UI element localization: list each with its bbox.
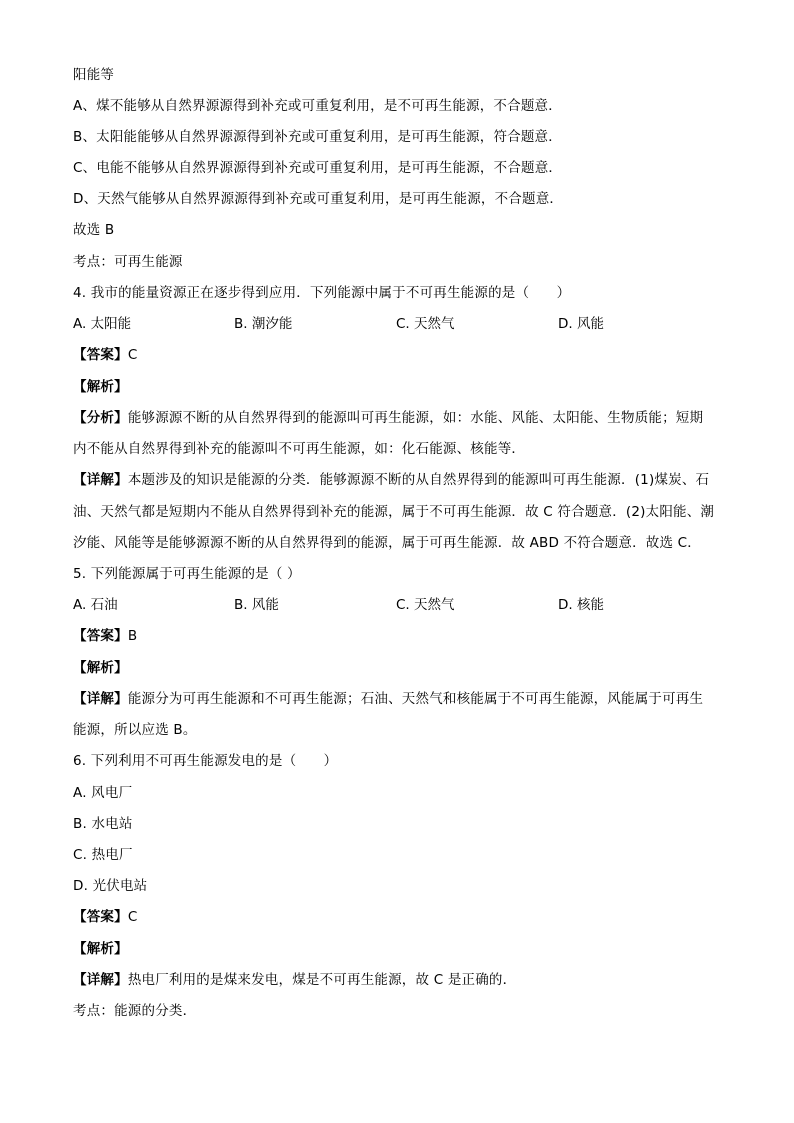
jiexi-line — [73, 940, 128, 958]
answer-value: C — [127, 909, 138, 925]
text-line: 油、天然气都是短期内不能从自然界得到补充的能源，属于不可再生能源．故 C 符合题意．(2)太阳能、潮 — [73, 504, 715, 520]
answer-label: 【答案】 — [73, 909, 128, 925]
text-line: 能源，所以应选 B。 — [73, 722, 197, 738]
answer-line — [73, 346, 137, 364]
xiangjie-label: 【详解】 — [73, 972, 128, 988]
option-a: A. 风电厂 — [73, 785, 133, 801]
answer-label: 【答案】 — [73, 347, 128, 363]
text-line: A、煤不能够从自然界源源得到补充或可重复利用，是不可再生能源，不合题意． — [73, 98, 562, 114]
answer-label: 【答案】 — [73, 628, 128, 644]
text-line: 汐能、风能等是能够源源不断的从自然界得到的能源，属于可再生能源．故 ABD 不符合题意．故选 C． — [73, 535, 701, 551]
text-line: 内不能从自然界得到补充的能源叫不可再生能源，如：化石能源、核能等． — [73, 441, 526, 457]
jiexi-line — [73, 378, 128, 396]
answer-line — [73, 627, 137, 645]
text-line: 考点：可再生能源 — [73, 254, 183, 270]
option-b: B. 风能 — [234, 597, 279, 613]
question-5-stem: 5. 下列能源属于可再生能源的是（ ） — [73, 566, 301, 582]
answer-value: C — [127, 347, 138, 363]
text-line: C、电能不能够从自然界源源得到补充或可重复利用，是可再生能源，不合题意． — [73, 160, 563, 176]
option-c: C. 天然气 — [396, 316, 455, 332]
option-c: C. 天然气 — [396, 597, 455, 613]
jiexi-line — [73, 659, 128, 677]
text-line: 阳能等 — [73, 67, 115, 83]
xiangjie-label: 【详解】 — [73, 691, 128, 707]
analysis-text: 能够源源不断的从自然界得到的能源叫可再生能源，如：水能、风能、太阳能、生物质能；短期 — [127, 410, 704, 426]
answer-value: B — [127, 628, 138, 644]
option-b: B. 水电站 — [73, 816, 133, 832]
option-c: C. 热电厂 — [73, 847, 133, 863]
jiexi-label: 【解析】 — [73, 379, 128, 395]
detail-line — [73, 471, 709, 489]
detail-line — [73, 690, 703, 708]
detail-text: 本题涉及的知识是能源的分类．能够源源不断的从自然界得到的能源叫可再生能源．(1)煤炭、石 — [127, 472, 710, 488]
text-line: D、天然气能够从自然界源源得到补充或可重复利用，是可再生能源，不合题意． — [73, 191, 564, 207]
text-line: B、太阳能能够从自然界源源得到补充或可重复利用，是可再生能源，符合题意． — [73, 129, 562, 145]
answer-line — [73, 908, 137, 926]
question-4-stem: 4. 我市的能量资源正在逐步得到应用．下列能源中属于不可再生能源的是（ ） — [73, 285, 571, 301]
detail-text: 热电厂利用的是煤来发电，煤是不可再生能源，故 C 是正确的． — [127, 972, 517, 988]
analysis-line — [73, 409, 703, 427]
option-a: A. 太阳能 — [73, 316, 132, 332]
text-line: 考点：能源的分类． — [73, 1003, 197, 1019]
fenxi-label: 【分析】 — [73, 410, 128, 426]
option-d: D. 光伏电站 — [73, 878, 148, 894]
jiexi-label: 【解析】 — [73, 941, 128, 957]
jiexi-label: 【解析】 — [73, 660, 128, 676]
option-d: D. 风能 — [558, 316, 604, 332]
detail-text: 能源分为可再生能源和不可再生能源；石油、天然气和核能属于不可再生能源，风能属于可再生 — [127, 691, 704, 707]
option-b: B. 潮汐能 — [234, 316, 293, 332]
question-6-stem: 6. 下列利用不可再生能源发电的是（ ） — [73, 753, 338, 769]
text-line: 故选 B — [73, 222, 115, 238]
option-a: A. 石油 — [73, 597, 118, 613]
option-d: D. 核能 — [558, 597, 604, 613]
detail-line — [73, 971, 516, 989]
xiangjie-label: 【详解】 — [73, 472, 128, 488]
